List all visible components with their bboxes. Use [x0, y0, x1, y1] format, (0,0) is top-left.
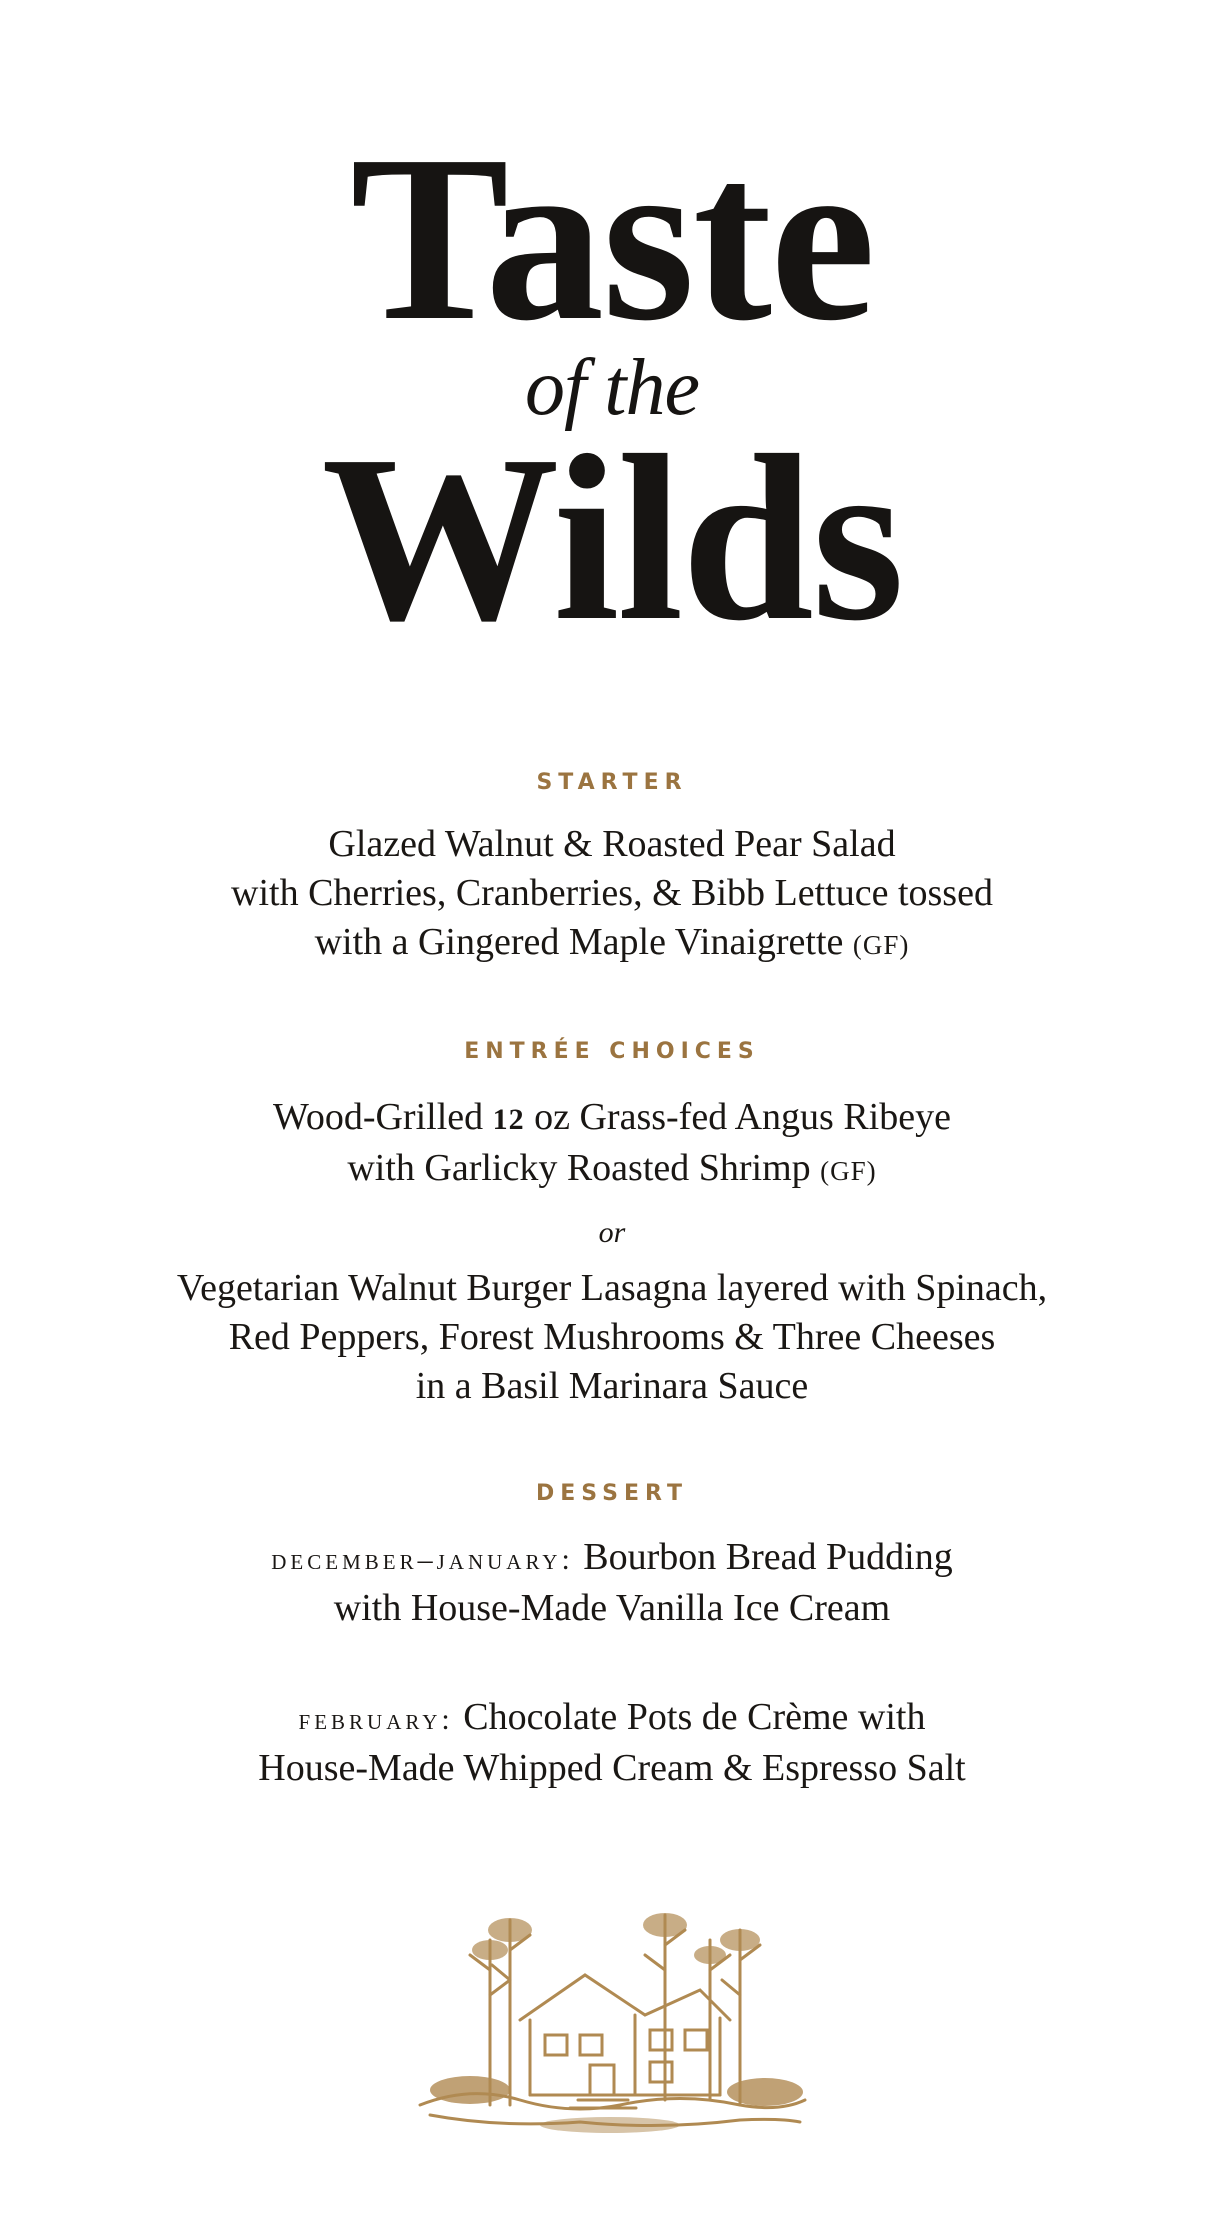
entree-section [0, 1041, 1224, 1411]
lodge-in-woods-icon [410, 1900, 810, 2140]
starter-section [0, 772, 1224, 970]
entree-weight-number: 12 [492, 1103, 525, 1136]
entree-or-separator: or [598, 1216, 626, 1249]
entree-option-1 [0, 1093, 1224, 1196]
dessert-item-2-line-1-text: Chocolate Pots de Crème with [463, 1696, 926, 1738]
dessert-item-1-line-1 [0, 1533, 1224, 1584]
dessert-month-dec-jan: december–january: [271, 1543, 574, 1576]
dessert-heading: DESSERT [536, 1481, 688, 1506]
starter-line-2: with Cherries, Cranberries, & Bibb Lettuce tossed [231, 872, 993, 914]
entree-heading: ENTRÉE CHOICES [464, 1039, 760, 1064]
entree-option-1-line-1-b: oz Grass-fed Angus Ribeye [524, 1096, 951, 1138]
dessert-item-2 [0, 1693, 1224, 1793]
dessert-item-2-line-2: House-Made Whipped Cream & Espresso Salt [258, 1747, 966, 1789]
starter-line-3 [0, 918, 1224, 970]
dessert-item-1 [0, 1533, 1224, 1633]
dessert-item-1-line-1-text: Bourbon Bread Pudding [583, 1536, 953, 1578]
gluten-free-tag: (GF) [852, 930, 910, 960]
title-taste: Taste [350, 107, 874, 370]
title-of-the: of the [525, 344, 699, 432]
entree-option-2-line-1: Vegetarian Walnut Burger Lasagna layered with Spinach, [176, 1267, 1048, 1309]
entree-option-2 [0, 1264, 1224, 1411]
entree-option-1-line-2-text: with Garlicky Roasted Shrimp [347, 1147, 811, 1189]
starter-line-1: Glazed Walnut & Roasted Pear Salad [328, 823, 896, 865]
entree-option-1-line-1 [0, 1093, 1224, 1144]
entree-option-2-line-2: Red Peppers, Forest Mushrooms & Three Cheeses [228, 1316, 996, 1358]
starter-line-3-text: with a Gingered Maple Vinaigrette [314, 921, 844, 963]
entree-option-2-line-3: in a Basil Marinara Sauce [415, 1365, 809, 1407]
entree-option-1-line-1-a: Wood-Grilled [273, 1096, 493, 1138]
dessert-section [0, 1483, 1224, 1793]
dessert-item-2-line-1 [0, 1693, 1224, 1744]
gluten-free-tag: (GF) [820, 1156, 877, 1186]
dessert-item-1-line-2: with House-Made Vanilla Ice Cream [333, 1587, 891, 1629]
entree-option-1-line-2 [0, 1144, 1224, 1196]
starter-heading: STARTER [536, 770, 688, 795]
starter-description [0, 820, 1224, 970]
dessert-month-feb: february: [298, 1703, 454, 1736]
title-wilds: Wilds [321, 407, 903, 670]
